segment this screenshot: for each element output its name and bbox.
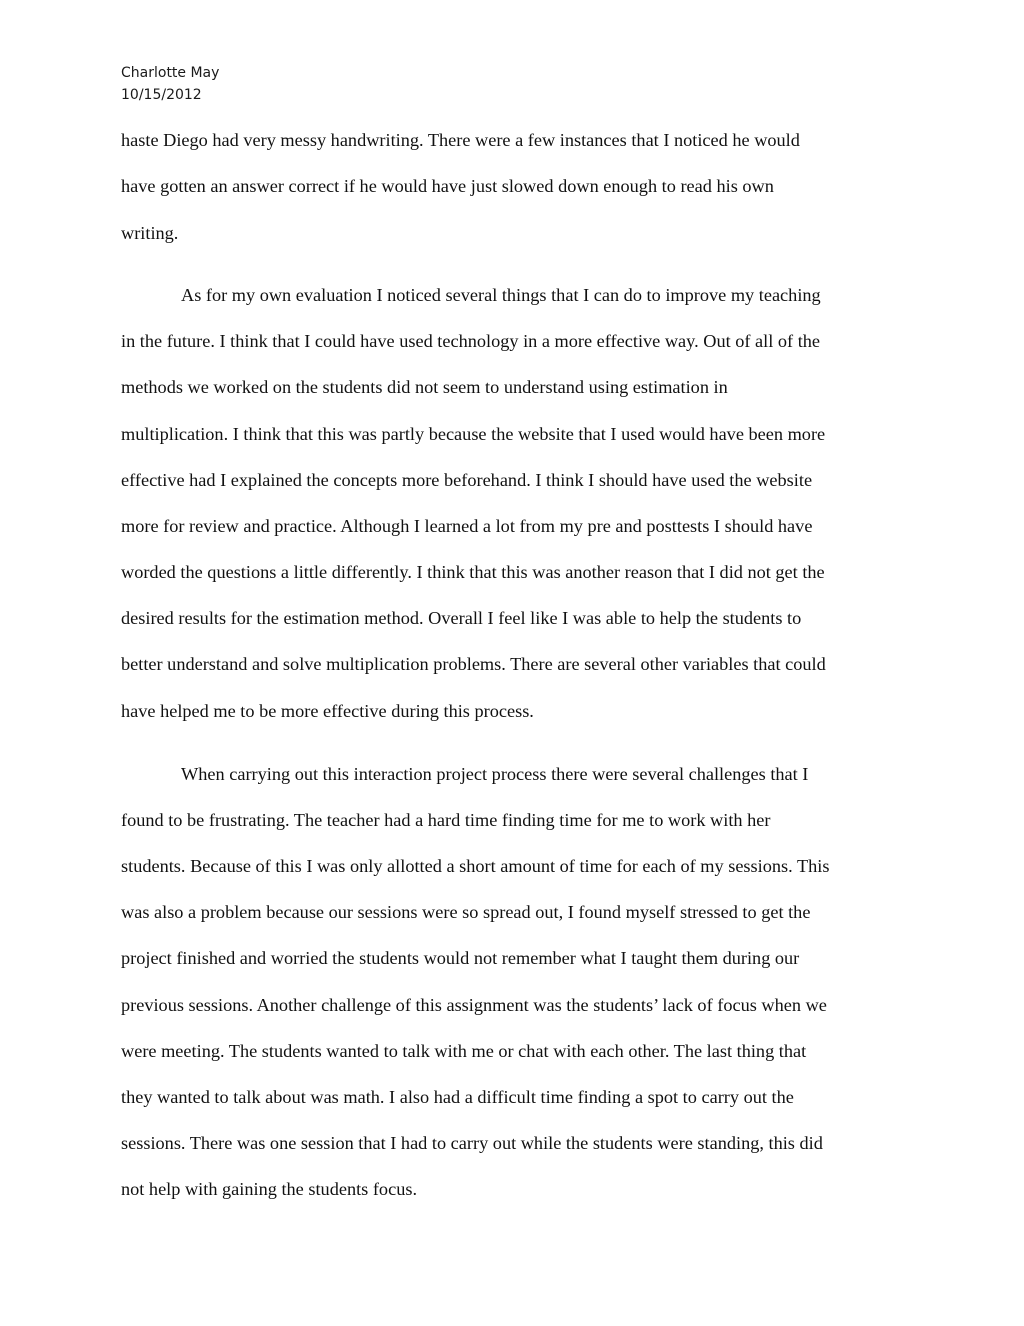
body-line: more for review and practice. Although I learned a lot from my pre and posttests I should have xyxy=(121,516,813,536)
body-line: they wanted to talk about was math. I also had a difficult time finding a spot to carry out the xyxy=(121,1087,794,1107)
body-line: have helped me to be more effective during this process. xyxy=(121,701,534,721)
body-line: previous sessions. Another challenge of this assignment was the students’ lack of focus when we xyxy=(121,995,827,1015)
body-line: project finished and worried the students would not remember what I taught them during our xyxy=(121,948,800,968)
author-name: Charlotte May xyxy=(121,65,220,81)
body-line: worded the questions a little differently. I think that this was another reason that I did not get the xyxy=(121,562,825,582)
page-header xyxy=(121,62,219,106)
body-line: methods we worked on the students did not seem to understand using estimation in xyxy=(121,377,728,397)
paragraph-first-line: As for my own evaluation I noticed several things that I can do to improve my teaching xyxy=(181,285,821,305)
body-line: found to be frustrating. The teacher had a hard time finding time for me to work with her xyxy=(121,810,771,830)
body-line: students. Because of this I was only allotted a short amount of time for each of my sessions. This xyxy=(121,856,830,876)
body-line: were meeting. The students wanted to talk with me or chat with each other. The last thing that xyxy=(121,1041,807,1061)
body-line: not help with gaining the students focus. xyxy=(121,1179,418,1199)
body-line: have gotten an answer correct if he would have just slowed down enough to read his own xyxy=(121,176,774,196)
body-line: effective had I explained the concepts more beforehand. I think I should have used the website xyxy=(121,470,813,490)
body-line: better understand and solve multiplication problems. There are several other variables that could xyxy=(121,654,826,674)
body-line: writing. xyxy=(121,223,179,243)
body-line: sessions. There was one session that I had to carry out while the students were standing, this did xyxy=(121,1133,823,1153)
body-line: multiplication. I think that this was partly because the website that I used would have been more xyxy=(121,424,826,444)
body-line: haste Diego had very messy handwriting. There were a few instances that I noticed he would xyxy=(121,130,800,150)
document-date: 10/15/2012 xyxy=(121,87,202,103)
body-line: in the future. I think that I could have used technology in a more effective way. Out of all of the xyxy=(121,331,821,351)
body-line: was also a problem because our sessions were so spread out, I found myself stressed to get the xyxy=(121,902,811,922)
paragraph-first-line: When carrying out this interaction project process there were several challenges that I xyxy=(181,764,809,784)
body-line: desired results for the estimation method. Overall I feel like I was able to help the students to xyxy=(121,608,802,628)
